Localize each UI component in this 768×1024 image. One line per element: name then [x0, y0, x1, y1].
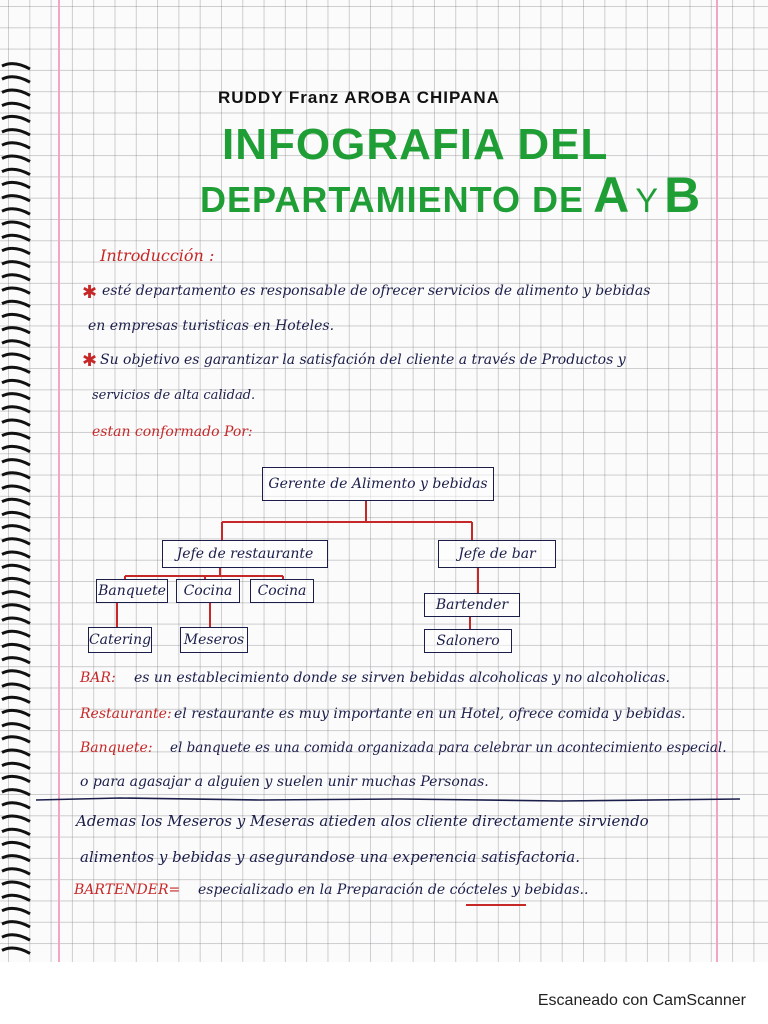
- separator-line: [0, 790, 768, 810]
- meseros-line-1: Ademas los Meseros y Meseras atieden alos cliente directamente sirviendo: [76, 812, 649, 830]
- def-bar-text: es un establecimiento donde se sirven bebidas alcoholicas y no alcoholicas.: [134, 670, 671, 686]
- org-box-catering: Catering: [88, 627, 152, 653]
- def-bartender-term: BARTENDER=: [74, 882, 181, 898]
- org-box-cocina-2: Cocina: [250, 579, 314, 603]
- def-restaurante-term: Restaurante:: [80, 706, 172, 722]
- bullet-2-star: ✱: [82, 350, 98, 371]
- org-box-gerente: Gerente de Alimento y bebidas: [262, 467, 494, 501]
- bullet-2-line-1: Su objetivo es garantizar la satisfación del cliente a través de Productos y: [100, 352, 626, 368]
- title-letter-b: B: [664, 167, 702, 223]
- org-box-meseros: Meseros: [180, 627, 248, 653]
- def-restaurante-text: el restaurante es muy importante en un Hotel, ofrece comida y bebidas.: [174, 706, 686, 722]
- org-box-jefe-restaurante: Jefe de restaurante: [162, 540, 328, 568]
- conformado-heading: estan conformado Por:: [92, 424, 253, 440]
- title-line-1: INFOGRAFIA DEL: [222, 120, 609, 169]
- bullet-1-line-2: en empresas turisticas en Hoteles.: [88, 318, 335, 334]
- title-departamiento: DEPARTAMIENTO DE: [200, 179, 585, 220]
- org-box-bartender: Bartender: [424, 593, 520, 617]
- title-letter-y: Y: [635, 182, 659, 220]
- meseros-line-2: alimentos y bebidas y asegurandose una experencia satisfactoria.: [80, 848, 580, 866]
- org-box-cocina-1: Cocina: [176, 579, 240, 603]
- org-box-banquete: Banquete: [96, 579, 168, 603]
- def-bartender-text: especializado en la Preparación de cócteles y bebidas..: [198, 882, 589, 898]
- def-banquete-term: Banquete:: [80, 740, 153, 756]
- scanner-watermark: Escaneado con CamScanner: [537, 992, 746, 1009]
- bullet-1-line-1: esté departamento es responsable de ofrecer servicios de alimento y bebidas: [102, 283, 651, 299]
- bullet-1-star: ✱: [82, 282, 98, 303]
- org-box-jefe-bar: Jefe de bar: [438, 540, 556, 568]
- intro-heading: Introducción :: [100, 246, 215, 265]
- author-name: RUDDY Franz AROBA CHIPANA: [218, 88, 500, 107]
- def-banquete-text-2: o para agasajar a alguien y suelen unir muchas Personas.: [80, 774, 489, 790]
- bullet-2-line-2: servicios de alta calidad.: [92, 388, 256, 403]
- cocteles-underline: [466, 904, 526, 906]
- def-banquete-text: el banquete es una comida organizada para celebrar un acontecimiento especial.: [170, 740, 727, 756]
- def-bar-term: BAR:: [80, 670, 116, 686]
- title-letter-a: A: [593, 167, 631, 223]
- org-box-salonero: Salonero: [424, 629, 512, 653]
